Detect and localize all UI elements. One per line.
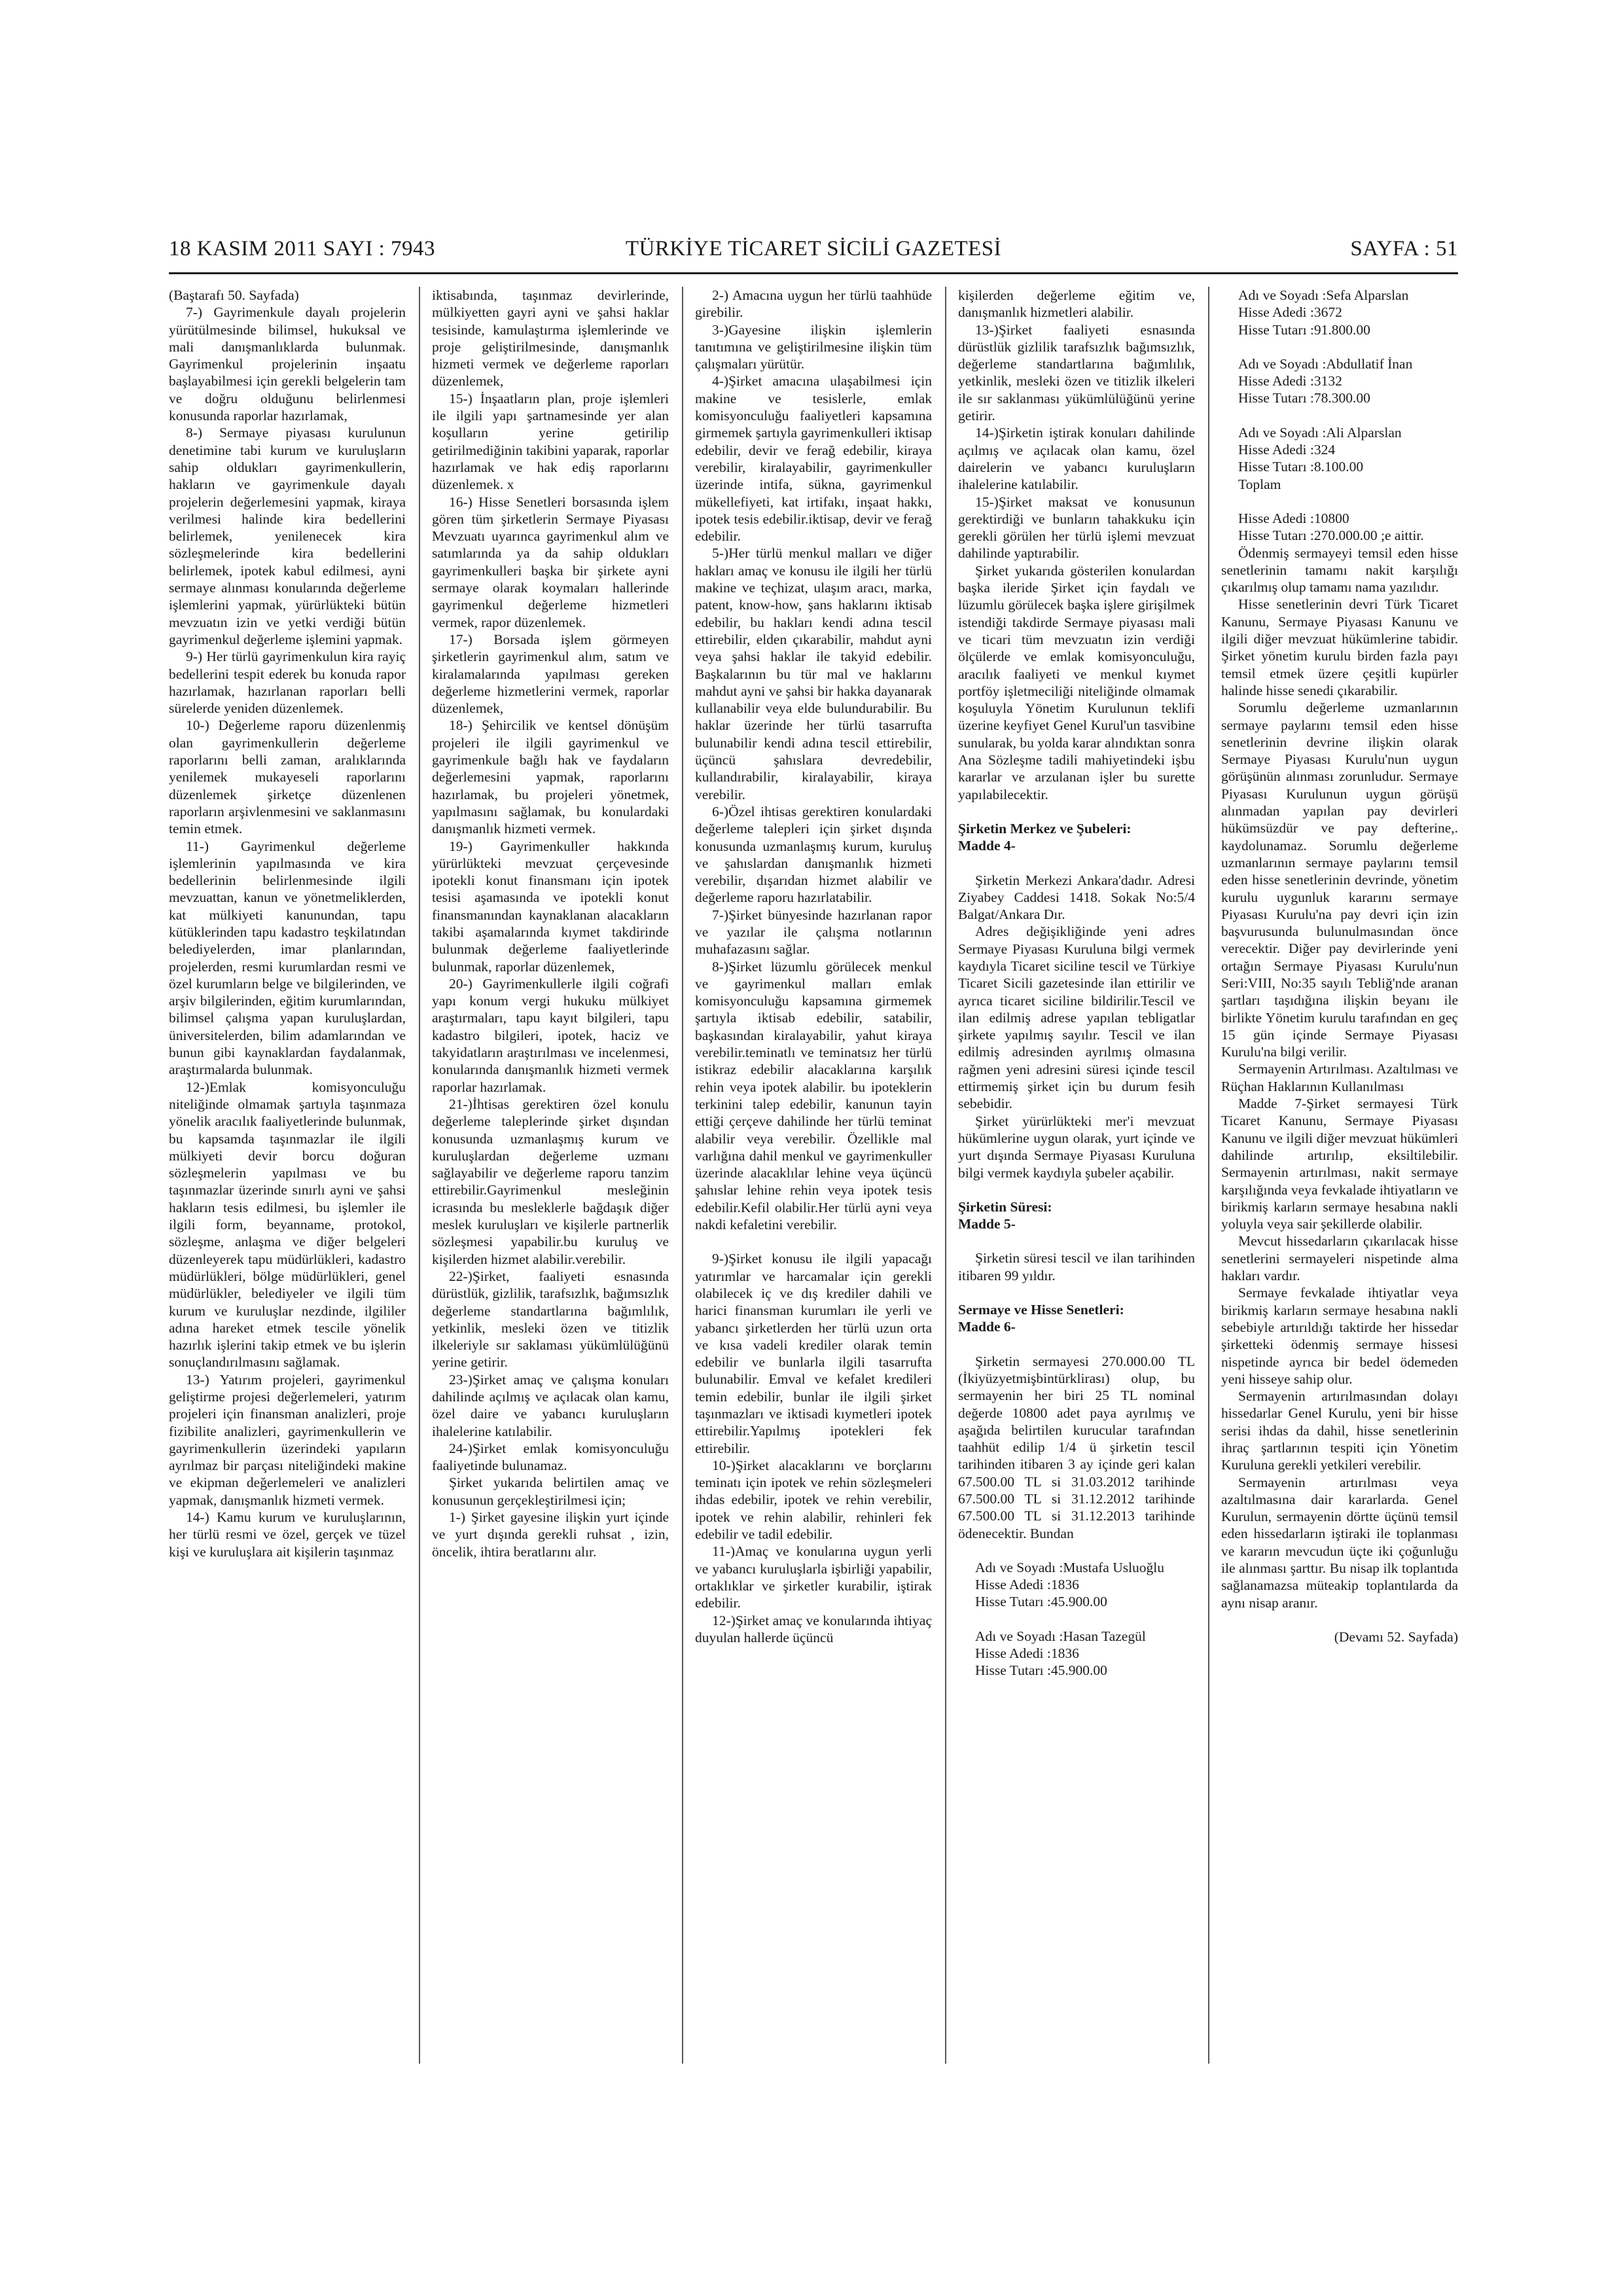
paragraph: 7-) Gayrimenkule dayalı projelerin yürütülmesinde bilimsel, hukuksal ve mali danışmanlıklarda bulunmak. Gayrimenkul projelerinin inşaatu başlayabilmesi için gerekli belgelerin tam ve doğru olduğunu belirlenmesi konusunda raporlar hazırlamak, [169, 304, 406, 424]
section-heading: Şirketin Süresi: [958, 1198, 1052, 1215]
paragraph: Şirket yukarıda gösterilen konulardan başka ileride Şirket için faydalı ve lüzumlu görülecek başka işlere girişilmek istendiği takdirde Sermaye piyasası mali ve ticari tüm mevzuatın izin verdiği ölçülerde ve emlak komisyonculuğu, aracılık faaliyeti ve menkul kıymet portföy işletmeciliği niteliğinde olmamak koşuluyla Yönetim Kurulunun teklifi üzerine keyfiyet Genel Kurul'un tasvibine sunularak, bu yolda karar alındıktan sonra Ana Sözleşme tadili mahiyetindeki işbu kararlar ve arzulanan işler bu surette yapılabilecektir. [958, 562, 1195, 802]
paragraph: Hisse Tutarı :270.000.00 ;e aittir. [1238, 528, 1424, 544]
paragraph: 24-)Şirket emlak komisyonculuğu faaliyetinde bulunamaz. [432, 1440, 669, 1474]
article-body [169, 287, 1458, 2080]
paragraph: Şirket yürürlükteki mer'i mevzuat hükümlerine uygun olarak, yurt içinde ve yurt dışında Sermaye Piyasası Kuruluna bilgi vermek kaydıyla şubeler açabilir. [958, 1113, 1195, 1181]
section-heading: Sermaye ve Hisse Senetleri: [958, 1302, 1124, 1318]
paragraph: Toplam [1238, 476, 1281, 492]
paragraph: 17-) Borsada işlem görmeyen şirketlerin gayrimenkul alım, satım ve kiralamalarında yapılması gereken değerleme hizmetlerini vermek, raporlar düzenlemek, [432, 631, 669, 717]
paragraph: Hisse Adedi :1836 [975, 1645, 1079, 1662]
paragraph: 12-)Şirket amaç ve konularında ihtiyaç duyulan hallerde üçüncü [695, 1612, 932, 1645]
paragraph: 6-)Özel ihtisas gerektiren konulardaki değerleme talepleri için şirket dışında konusunda uzmanlaşmış kurum, kuruluş ve şahıslardan danışmanlık hizmeti verebilir, dışarıdan hizmet alabilir ve değerleme raporu hazırlatabilir. [695, 803, 932, 906]
paragraph: Hisse Adedi :10800 [1238, 510, 1349, 526]
paragraph: 20-) Gayrimenkullerle ilgili coğrafi yapı konum vergi hukuku mülkiyet araştırmaları, tapu kayıt bilgileri, tapu kadastro bilgileri, ipotek, haciz ve takyidatların araştırılması ve incelenmesi, konularında danışmanlık hizmeti vermek raporlar hazırlamak. [432, 975, 669, 1095]
paragraph: 8-)Şirket lüzumlu görülecek menkul ve gayrimenkul malları emlak komisyonculuğu kapsamına girmemek şartıyla iktisab edebilir, satabilir, başkasından kiralayabilir, yahut kiraya verebilir.teminatlı ve teminatsız her türlü istikraz edebilir alacaklarına karşılık rehin veya ipotek alabilir. bu ipoteklerin terkinini talep edebilir, kanunun tayin ettiği çerçeve dahilinde her türlü teminat alabilir veya verebilir. Özellikle mal varlığına dahil menkul ve gayrimenkuller üzerinde alacaklılar lehine veya üçüncü şahıslar lehine rehin veya ipotek tesis edebilir.Kefil olabilir.Her türlü ayni veya nakdi kefaletini verebilir. [695, 958, 932, 1233]
paragraph: 15-)Şirket maksat ve konusunun gerektirdiği ve bunların tahakkuku için gerekli görülen her türlü işlemi mevzuat dahilinde yaptırabilir. [958, 493, 1195, 562]
paragraph: Mevcut hissedarların çıkarılacak hisse senetlerini sermayeleri nispetinde alma hakları vardır. [1221, 1233, 1458, 1284]
paragraph: Hisse Adedi :3132 [1238, 373, 1342, 389]
paragraph: 21-)İhtisas gerektiren özel konulu değerleme taleplerinde şirket dışından konusunda uzmanlaşmış kurum ve kuruluşlardan değerleme uzmanı sağlayabilir ve değerleme raporu tanzim ettirebilir.Gayrimenkul mesleğinin icrasında bu mesleklerle bağdaşık diğer meslek kuruluşları ve kişilerle partnerlik sözleşmesi yapabilir.bu kuruluş ve kişilerden hizmet alabilir.verebilir. [432, 1096, 669, 1267]
paragraph: Şirketin Merkezi Ankara'dadır. Adresi Ziyabey Caddesi 1418. Sokak No:5/4 Balgat/Ankara Dır. [958, 872, 1195, 923]
paragraph: Adı ve Soyadı :Hasan Tazegül [975, 1628, 1146, 1644]
paragraph: 13-)Şirket faaliyeti esnasında dürüstlük gizlilik tarafsızlık bağımsızlık, değerleme standartlarına bağımlılık, yetkinlik, mesleki özen ve titizlik ilkeleri ile sır saklanması yükümlülüğünü yerine getirir. [958, 321, 1195, 424]
column-divider [1208, 287, 1209, 2064]
paragraph: iktisabında, taşınmaz devirlerinde, mülkiyetten gayri ayni ve şahsi haklar tesisinde, kamulaştırma işlemlerinde ve proje geliştirilmesinde, danışmanlık hizmeti vermek ve değerleme raporları düzenlemek, [432, 287, 669, 389]
paragraph: Hisse Adedi :1836 [975, 1577, 1079, 1593]
paragraph: 12-)Emlak komisyonculuğu niteliğinde olmamak şartıyla taşınmaza yönelik aracılık faaliyetlerinde bulunmak, bu kapsamda taşınmazlar ile ilgili mülkiyeti devir borcu doğuran sözleşmelerin yapılması ve bu taşınmazlar üzerinde sınırlı ayni ve şahsi hakların tesis edilmesi, bu işlemler ile ilgili form, beyanname, protokol, sözleşme, anlaşma ve diğer belgeleri düzenleyerek tapu müdürlükleri, kadastro müdürlükleri, bölge müdürlükleri, genel müdürlükler, belediyeler ve ilgili tüm kurum ve kuruluşlar nezdinde, ilgililer adına hareket etmek tescile yönelik hazırlık işlerini takip etmek ve bu işlerin sonuçlandırılmasını sağlamak. [169, 1079, 406, 1371]
paragraph: Şirket yukarıda belirtilen amaç ve konusunun gerçekleştirilmesi için; [432, 1475, 669, 1508]
text-column-1 [169, 287, 406, 2080]
paragraph: Hisse Adedi :324 [1238, 442, 1336, 458]
paragraph: Hisse Adedi :3672 [1238, 304, 1342, 321]
gazette-title: TÜRKİYE TİCARET SİCİLİ GAZETESİ [625, 237, 1002, 260]
paragraph: Ödenmiş sermayeyi temsil eden hisse senetlerinin tamamı nakit karşılığı çıkarılmış olup tamamı nama yazılıdır. [1221, 545, 1458, 596]
paragraph: Hisse Tutarı :45.900.00 [975, 1594, 1107, 1610]
paragraph: Sermaye fevkalade ihtiyatlar veya birikmiş karların sermaye hesabına nakli sebebiyle artırıldığı taktirde her hissedar şirketteki ödenmiş sermaye hissesi nispetinde ayrıca bir bedel ödemeden yeni hisseye sahip olur. [1221, 1285, 1458, 1387]
paragraph: Şirketin süresi tescil ve ilan tarihinden itibaren 99 yıldır. [958, 1250, 1195, 1283]
paragraph: (Baştarafı 50. Sayfada) [169, 287, 299, 303]
page-header [169, 237, 1458, 268]
paragraph: Şirketin sermayesi 270.000.00 TL (İkiyüzyetmişbintürklirası) olup, bu sermayenin her biri 25 TL nominal değerde 10800 adet paya ayrılmış ve aşağıda belirtilen kurucular tarafından taahhüt edilip 1/4 ü şirketin tescil tarihinden itibaren 3 ay içinde geri kalan 67.500.00 TL si 31.03.2012 tarihinde 67.500.00 TL si 31.12.2012 tarihinde 67.500.00 TL si 31.12.2013 tarihinde ödenecektir. Bundan [958, 1353, 1195, 1541]
paragraph: Hisse Tutarı :78.300.00 [1238, 390, 1370, 406]
paragraph: Adı ve Soyadı :Ali Alparslan [1238, 424, 1402, 440]
paragraph: Adı ve Soyadı :Mustafa Usluoğlu [975, 1559, 1165, 1575]
paragraph: Hisse senetlerinin devri Türk Ticaret Kanunu, Sermaye Piyasası Kanunu ve ilgili diğer mevzuat hükümlerine tabidir. Şirket yönetim kurulu birden fazla payı temsil etmek üzere çeşitli kupürler halinde hisse senedi çıkarabilir. [1221, 596, 1458, 698]
section-heading: Şirketin Merkez ve Şubeleri: [958, 820, 1132, 836]
paragraph: 8-) Sermaye piyasası kurulunun denetimine tabi kurum ve kuruluşların sahip oldukları gayrimenkullerin, hakların ve gayrimenkule dayalı projelerin değerlemesini yapmak, kiraya verilmesi halinde kira bedellerini belirlemek, yenilenecek kira sözleşmelerinde kira bedellerini belirlemek, ipotek kabul edilmesi, ayni sermaye alınması konularında değerleme işlemlerini yapmak, yürürlükteki bütün mevzuatın izin ve yetki verdiği bütün gayrimenkul değerleme işlemini yapmak. [169, 425, 406, 647]
paragraph: 5-)Her türlü menkul malları ve diğer hakları amaç ve konusu ile ilgili her türlü makine ve teçhizat, ulaşım aracı, marka, patent, know-how, şans haklarını iktisab edebilir, bu hakları kendi adına tescil ettirebilir, elden çıkarabilir, mahdut ayni veya şahsi haklar ile takyid edebilir. Başkalarının bu tür mal ve haklarını mahdut ayni ve şahsi bir hakka dayanarak kullanabilir veya elde bulundurabilir. Bu haklar üzerinde her türlü tasarrufta bulunabilir kendi adına tescil ettirebilir, üçüncü şahıslara devredebilir, kullandırabilir, kiralayabilir, kiraya verebilir. [695, 545, 932, 802]
paragraph: 18-) Şehircilik ve kentsel dönüşüm projeleri ile ilgili gayrimenkul ve gayrimenkule bağlı hak ve faydaların değerlemesini yapmak, raporlarını hazırlamak, bu projeleri yönetmek, yapılmasını sağlamak, bu konulardaki danışmanlık hizmeti vermek. [432, 717, 669, 837]
paragraph: 2-) Amacına uygun her türlü taahhüde girebilir. [695, 287, 932, 321]
column-divider [419, 287, 420, 2064]
paragraph: Sermayenin Artırılması. Azaltılması ve Rüçhan Haklarının Kullanılması [1221, 1061, 1458, 1094]
paragraph: 9-) Her türlü gayrimenkulun kira rayiç bedellerini tespit ederek bu konuda rapor hazırlamak, hazırlanan raporları belli sürelerde yeniden düzenlemek. [169, 649, 406, 717]
paragraph: 19-) Gayrimenkuller hakkında yürürlükteki mevzuat çerçevesinde ipotekli konut finansmanı için ipotek tesisi aşamasında ve ipotekli konut finansmanından kaynaklanan alacakların takibi aşamalarında kıymet takdirinde bulunmak değerleme faaliyetlerinde bulunmak, raporlar düzenlemek, [432, 838, 669, 975]
section-heading: Madde 5- [958, 1216, 1016, 1232]
text-column-3 [695, 287, 932, 2080]
paragraph: 10-)Şirket alacaklarını ve borçlarını teminatı için ipotek ve rehin sözleşmeleri ihdas edebilir, ipotek ve rehin verebilir, ipotek ve rehin alabilir, rehinleri fek edebilir ve tadil edebilir. [695, 1457, 932, 1543]
section-heading: Madde 4- [958, 838, 1016, 854]
paragraph: 16-) Hisse Senetleri borsasında işlem gören tüm şirketlerin Sermaye Piyasası Mevzuatı uyarınca gayrimenkul alım ve satımlarında ya da sahip oldukları gayrimenkulleri başka bir şirkete ayni sermaye olarak koymaları hallerinde gayrimenkul değerleme hizmetleri vermek, rapor düzenlemek. [432, 493, 669, 630]
column-divider [945, 287, 946, 2064]
paragraph: 14-) Kamu kurum ve kuruluşlarının, her türlü resmi ve özel, gerçek ve tüzel kişi ve kuruluşlara ait kişilerin taşınmaz [169, 1509, 406, 1560]
text-column-4 [958, 287, 1195, 2080]
paragraph: Madde 7-Şirket sermayesi Türk Ticaret Kanunu, Sermaye Piyasası Kanunu ve ilgili diğer mevzuat hükümleri dahilinde artırılıp, eksiltilebilir. Sermayenin artırılması, nakit sermaye karşılığında veya fevkalade ihtiyatların ve birikmiş karların sermaye hesabına nakli yoluyla veya sair şekillerde olabilir. [1221, 1096, 1458, 1232]
paragraph: 13-) Yatırım projeleri, gayrimenkul geliştirme projesi değerlemeleri, yatırım projeleri için finansman analizleri, proje fizibilite analizleri, gayrimenkullerin ve gayrimenkullerin üzerindeki yapıların ayrılmaz bir parçası niteliğindeki makine ve ekipman değerlemeleri ve analizleri yapmak, danışmanlık hizmeti vermek. [169, 1371, 406, 1508]
paragraph: 22-)Şirket, faaliyeti esnasında dürüstlük, gizlilik, tarafsızlık, bağımsızlık değerleme standartlarına bağımlılık, yetkinlik, mesleki özen ve titizlik ilkeleriyle sır saklaması yükümlülüğünü yerine getirir. [432, 1268, 669, 1371]
paragraph: (Devamı 52. Sayfada) [1334, 1628, 1458, 1645]
paragraph: 7-)Şirket bünyesinde hazırlanan rapor ve yazılar ile çalışma notlarının muhafazasını sağlar. [695, 906, 932, 958]
text-column-5 [1221, 287, 1458, 2080]
paragraph: 3-)Gayesine ilişkin işlemlerin tanıtımına ve geliştirilmesine ilişkin tüm çalışmaları yürütür. [695, 321, 932, 372]
page-number: SAYFA : 51 [1350, 237, 1458, 260]
paragraph: 11-) Gayrimenkul değerleme işlemlerinin yapılmasında ve kira bedellerinin belirlenmesinde ilgili mevzuattan, kanun ve yönetmeliklerden, kat mülkiyeti kanunundan, tapu kütüklerinden tapu kadastro teşkilatından belediyelerden, imar planlarından, projelerden, resmi kurumlardan resmi ve özel kurumların belge ve bilgilerinden, ve arşiv bilgilerinden, eğitim kurumlarından, bilimsel çalışma yapan kuruluşlardan, üniversitelerden, bilim adamlarından ve bunun gibi kaynaklardan faydalanmak, araştırmalarda bulunmak. [169, 838, 406, 1078]
paragraph: 4-)Şirket amacına ulaşabilmesi için makine ve tesislerle, emlak komisyonculuğu faaliyetleri kapsamına girmemek şartıyla gayrimenkulleri iktisap edebilir, devir ve ferağ edebilir, kiraya verebilir, kiralayabilir, gayrimenkuller üzerinde intifa, sükna, gayrimenkul mükellefiyeti, kat irtifakı, inşaat hakkı, ipotek tesis edebilir.iktisap, devir ve ferağ edebilir. [695, 373, 932, 545]
paragraph: 23-)Şirket amaç ve çalışma konuları dahilinde açılmış ve açılacak olan kamu, özel daire ve yabancı kuruluşların ihalelerine katılabilir. [432, 1371, 669, 1439]
paragraph: 11-)Amaç ve konularına uygun yerli ve yabancı kuruluşlarla işbirliği yapabilir, ortaklıklar ve şirketler kurabilir, iştirak edebilir. [695, 1543, 932, 1611]
paragraph: 15-) İnşaatların plan, proje işlemleri ile ilgili yapı şartnamesinde yer alan koşulların yerine getirilip getirilmediğinin takibini yaparak, raporlar hazırlamak ve hak ediş raporlarını düzenlemek. x [432, 390, 669, 493]
issue-date: 18 KASIM 2011 SAYI : 7943 [169, 237, 436, 260]
paragraph: Sermayenin artırılması veya azaltılmasına dair kararlarda. Genel Kurulun, sermayenin dörtte üçünü temsil eden hissedarların iştiraki ile toplanması ve kararın mevcudun üçte iki çoğunluğu ile alınması şarttır. Bu nisap ilk toplantıda sağlanamazsa müteakip toplantılarda da aynı nisap aranır. [1221, 1474, 1458, 1611]
paragraph: Hisse Tutarı :91.800.00 [1238, 321, 1370, 338]
paragraph: Adres değişikliğinde yeni adres Sermaye Piyasası Kuruluna bilgi vermek kaydıyla Ticaret siciline tescil ve Türkiye Ticaret Sicili gazetesinde ilan ettirilir ve ayrıca ticaret siciline bildirilir.Tescil ve ilan edilmiş adrese yapılan tebligatlar şirkete yapılmış sayılır. Tescil ve ilan edilmiş adresinden ayrılmış olmasına rağmen yeni adresini süresi içinde tescil ettirmemiş şirket için bu durum fesih sebebidir. [958, 924, 1195, 1112]
paragraph: kişilerden değerleme eğitim ve, danışmanlık hizmetleri alabilir. [958, 287, 1195, 321]
paragraph: 1-) Şirket gayesine ilişkin yurt içinde ve yurt dışında gerekli ruhsat , izin, öncelik, ihtira beratlarını alır. [432, 1509, 669, 1560]
paragraph: Sermayenin artırılmasından dolayı hissedarlar Genel Kurulu, yeni bir hisse serisi ihdas da dahil, hisse senetlerinin ihraç şartlarının tespiti için Yönetim Kuruluna gerekli yetkileri verebilir. [1221, 1388, 1458, 1473]
paragraph: Adı ve Soyadı :Abdullatif İnan [1238, 355, 1413, 372]
paragraph: Sorumlu değerleme uzmanlarının sermaye paylarını temsil eden hisse senetlerinin devrine ilişkin olarak Sermaye Piyasası Kurulu'nun uygun görüşünün alınması zorunludur. Sermaye Piyasası Kurulunun uygun görüşü alınmadan yapılan pay devirleri hükümsüzdür ve pay defterine,. kaydolunamaz. Sorumlu değerleme uzmanlarının sermaye paylarını temsil eden hisse senetlerinin devrinde, yönetim kurulu uygunluk kararını sermaye Piyasası Kurulu'na pay devri için izin başvurusunda bulunulmasından önce verecektir. Diğer pay devirlerinde yeni ortağın Sermaye Piyasası Kurulu'nun Seri:VIII, No:35 sayılı Tebliğ'nde aranan şartları taşıdığına ilişkin beyanı ile birlikte Yönetim kurulu tarafından en geç 15 gün içinde Sermaye Piyasası Kurulu'na bilgi verilir. [1221, 700, 1458, 1060]
paragraph: 10-) Değerleme raporu düzenlenmiş olan gayrimenkullerin değerleme raporlarını belli zaman, aralıklarında yenilemek mukayeseli raporlarını düzenlemek şirketçe düzenlenen raporların arşivlenmesini ve saklanmasını temin etmek. [169, 717, 406, 837]
paragraph: Hisse Tutarı :45.900.00 [975, 1662, 1107, 1679]
paragraph: 14-)Şirketin iştirak konuları dahilinde açılmış ve açılacak olan kamu, özel dairelerin ve yabancı kuruluşların ihalelerine katılabilir. [958, 425, 1195, 493]
text-column-2 [432, 287, 669, 2080]
paragraph: 9-)Şirket konusu ile ilgili yapacağı yatırımlar ve harcamalar için gerekli olabilecek iç ve dış krediler dahili ve harici finansman kurumları ile yerli ve yabancı şirketlerden her türlü uzun orta ve kısa vadeli krediler olarak temin edebilir ve bunlarla ilgili tasarrufta bulunabilir. Emval ve kefalet kredileri temin edebilir, bunlar ile ilgili şirket taşınmazları ve iktisadi kıymetleri ipotek ettirebilir.Yapılmış ipotekleri fek ettirebilir. [695, 1251, 932, 1456]
header-rule [169, 272, 1458, 274]
paragraph: Adı ve Soyadı :Sefa Alparslan [1238, 287, 1409, 303]
paragraph: Hisse Tutarı :8.100.00 [1238, 459, 1364, 475]
column-divider [682, 287, 683, 2064]
section-heading: Madde 6- [958, 1319, 1016, 1335]
